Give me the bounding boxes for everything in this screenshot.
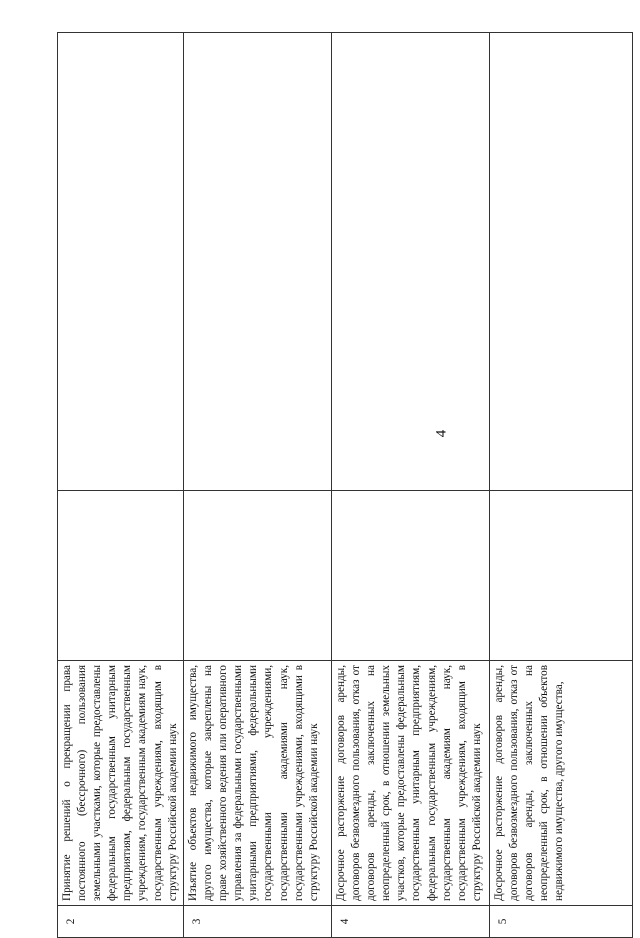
page-number: 4 <box>433 429 450 438</box>
table-row <box>332 33 490 938</box>
empty-cell <box>58 33 184 491</box>
document-table <box>57 33 632 938</box>
row-number-cell: 3 <box>184 906 332 938</box>
table-row <box>490 33 633 938</box>
row-text-cell: Изъятие объектов недвижимого имущества, другого имущества, которые закреплены на праве хозяйственного ведения или оперативного управления за федеральными государственными унитарными предприятиями, федеральными государственными учреждениями, государственными академиями наук, государственными учреждениями, входящими в структуру Российской академии наук <box>184 661 332 906</box>
empty-cell <box>184 33 332 491</box>
row-text-cell: Досрочное расторжение договоров аренды, договоров безвозмездного пользования, отказ от договоров аренды, заключенных на неопределенный срок, в отношении объектов недвижимого имущества, другого имущества, <box>490 661 633 906</box>
empty-cell <box>58 491 184 661</box>
empty-cell <box>184 491 332 661</box>
row-number-cell: 2 <box>58 906 184 938</box>
row-number-cell: 5 <box>490 906 633 938</box>
table-row <box>184 33 332 938</box>
empty-cell <box>332 491 490 661</box>
powers-table <box>57 32 633 938</box>
row-number-cell: 4 <box>332 906 490 938</box>
row-text-cell: Принятие решений о прекращении права постоянного (бессрочного) пользования земельными участками, которые предоставлены федеральным государственным унитарным предприятиям, федеральным государственным учреждениям, государственным академиям наук, государственным учреждениям, входящим в структуру Российской академии наук <box>58 661 184 906</box>
row-text-cell: Досрочное расторжение договоров аренды, договоров безвозмездного пользования, отказ от договоров аренды, заключенных на неопределенный срок, в отношении земельных участков, которые предоставлены федеральным государственным унитарным предприятиям, федеральным государственным учреждениям, государственным академиям наук, государственным учреждениям, входящим в структуру Российской академии наук <box>332 661 490 906</box>
empty-cell <box>332 33 490 491</box>
empty-cell <box>490 33 633 491</box>
empty-cell <box>490 491 633 661</box>
table-row <box>58 33 184 938</box>
